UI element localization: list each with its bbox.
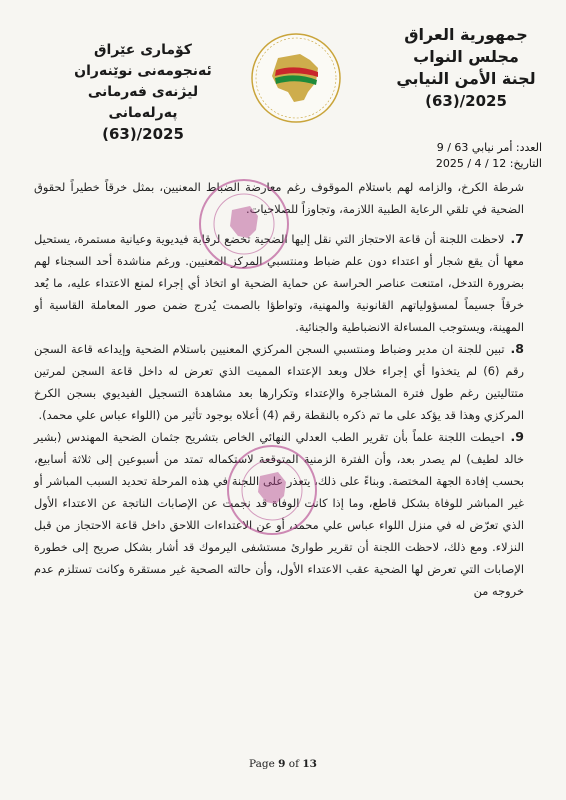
- date-label: التاريخ:: [509, 157, 542, 170]
- page-current: 9: [278, 758, 286, 770]
- header-committee-kurdish: لیژنەی فەرمانی پەرلەمانی: [87, 84, 199, 121]
- finding-number: 7.: [510, 231, 524, 246]
- finding-text: احيطت اللجنة علماً بأن تقرير الطب العدلي النهائي الخاص بتشريح جثمان الضحية المهندس (بشير خالد لطيف) لم يصدر بعد، وأن الفترة الزمنية المتوقعة لاستكماله تمتد من أسبوعين إلى ثلاثة أسابيع، بحسب إفادة الجهة المختصة. وبناءً على ذلك، يتعذر على اللجنة في هذه المرحلة تحديد السبب المباشر أو غير المباشر للوفاة بشكل قاطع، وما إذا كانت الوفاة قد نجمت عن الإصابات الناتجة عن الاعتداء الأول الذي تعرّض له في منزل اللواء عباس علي محمد، أو عن الاعتداءات اللاحق داخل قاعة الاحتجاز من قبل النزلاء. ومع ذلك، لاحظت اللجنة أن تقرير طوارئ مستشفى اليرموك قد أشار بشكل صريح إلى خطورة الإصابات التي تعرض لها الضحية عقب الاعتداء الأول، وأن حالته الصحية غير مستقرة وكانت تستلزم عدم خروجه من: [34, 430, 524, 598]
- header-council: مجلس النواب: [413, 47, 519, 66]
- header-country: جمهورية العراق: [404, 25, 528, 44]
- header-arabic: [396, 24, 536, 112]
- date-value: 12 / 4 / 2025: [435, 157, 507, 170]
- page-footer: [0, 758, 566, 770]
- number-value: أمر نيابي 63 / 9: [436, 141, 513, 154]
- parliament-logo: [248, 30, 344, 126]
- finding-item: [34, 426, 524, 602]
- page-total: 13: [302, 758, 317, 770]
- page-of: of: [288, 758, 300, 770]
- document-meta: [436, 140, 542, 172]
- header-council-kurdish: ئەنجومەنی نوێنەران: [74, 63, 212, 79]
- document-body: [34, 176, 524, 602]
- page-prefix: Page: [249, 758, 275, 770]
- finding-item: [34, 228, 524, 338]
- continuation-paragraph: شرطة الكرخ، والزامه لهم باستلام الموقوف رغم معارضة الضباط المعنيين، بمثل خرقاً خطيراً لحقوق الضحية في تلقي الرعاية الطبية اللازمة، وتجاوزاً للصلاحيات.: [34, 180, 524, 216]
- header-country-kurdish: كۆماری عێراق: [94, 42, 192, 58]
- number-label: العدد:: [515, 141, 542, 154]
- header-reference-kurdish: 2025/(63): [102, 125, 184, 143]
- finding-item: [34, 338, 524, 426]
- finding-number: 8.: [510, 341, 524, 356]
- finding-text: تبين للجنة ان مدير وضباط ومنتسبي السجن المركزي المعنيين باستلام الضحية وإيداعه قاعة السجن رقم (6) لم يتخذوا أي إجراء خلال وبعد الإعتداء المميت الذي تعرض له داخل قاعة السجن لمرتين متتاليتين رغم طول فترة المشاجرة والإعتداء وتكرارها بعد مشاهدة التسجيل الفيديوي بسجن الكرخ المركزي وهذا قد يؤكد على ما تم ذكره بالنقطة رقم (4) أعلاه بوجود تأثير من (اللواء عباس علي محمد).: [34, 342, 525, 422]
- header-reference: 2025/(63): [425, 92, 507, 110]
- finding-number: 9.: [510, 429, 524, 444]
- document-date: [436, 156, 542, 172]
- finding-text: لاحظت اللجنة أن قاعة الاحتجاز التي نقل إليها الضحية تخضع لرقابة فيديوية وعيانية مستمرة، يستحيل معها أن يقع شجار أو اعتداء دون علم ضباط ومنتسبي المركز المعنيين. ورغم مناشدة أحد السجناء لهم بضرورة التدخل، امتنعت عناصر الحراسة عن حماية الضحية او اتخاذ أي إجراء لمنع الاعتداء عليه، ما يُعد خرقاً جسيماً لمسؤولياتهم القانونية والمهنية، وتواطؤا بالصمت يُدرج ضمن صور المعاملة القاسية أو المهينة، ويستوجب المساءلة الانضباطية والجنائية.: [34, 232, 524, 334]
- document-number: [436, 140, 542, 156]
- header-kurdish: [68, 40, 218, 145]
- header-committee: لجنة الأمن النيابي: [396, 69, 536, 88]
